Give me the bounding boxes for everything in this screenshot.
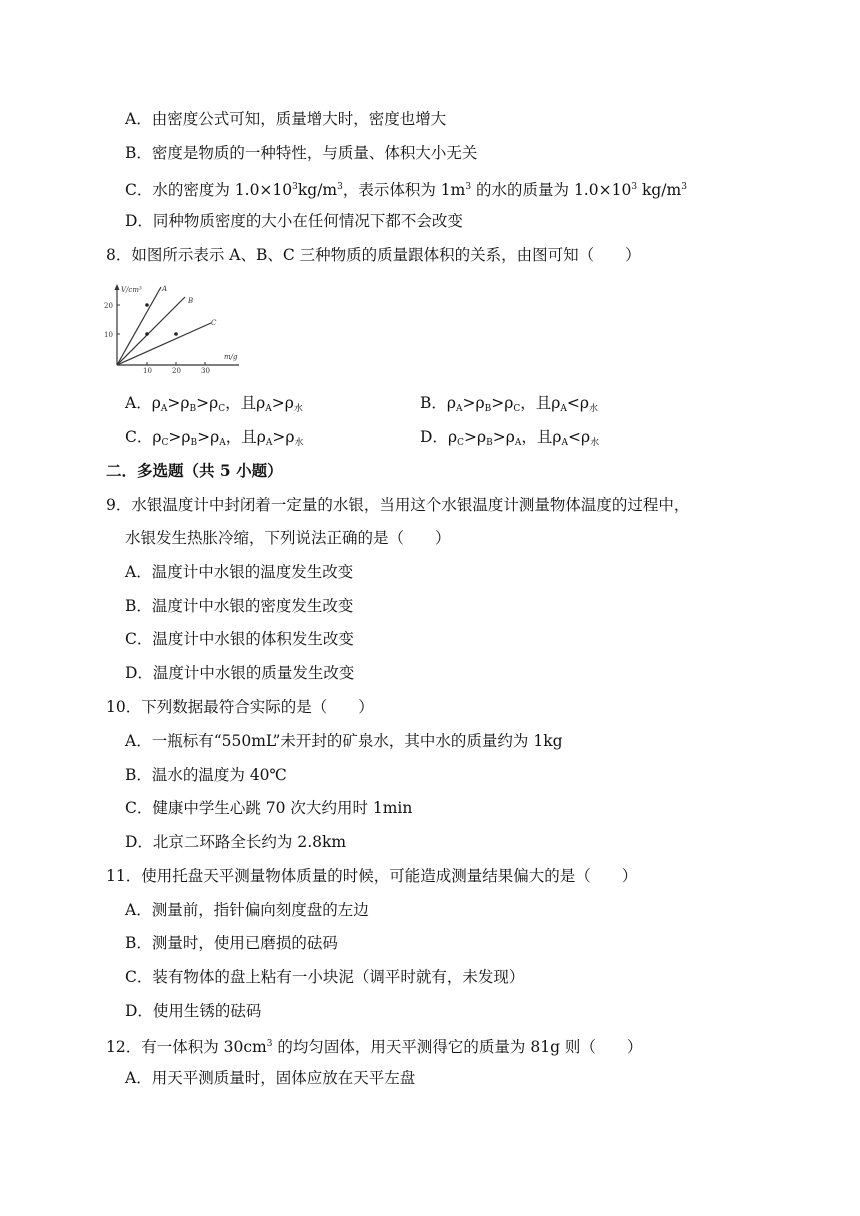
point-b xyxy=(145,332,149,336)
q8-option-a: A．$\rho_A>\rho_B>\rho_C$，且$\rho_A>\rho_水$ xyxy=(125,394,303,414)
x-tick-label: 30 xyxy=(201,367,210,373)
q9-stem-line1: 9．水银温度计中封闭着一定量的水银，当用这个水银温度计测量物体温度的过程中， xyxy=(106,496,690,514)
q11-option-d: D．使用生锈的砝码 xyxy=(125,1002,262,1020)
q12-option-a: A．用天平测质量时，固体应放在天平左盘 xyxy=(125,1069,416,1087)
line-b xyxy=(117,297,185,365)
series-label-b: B xyxy=(188,297,194,305)
q10-stem: 10．下列数据最符合实际的是（ ） xyxy=(106,698,374,716)
x-tick-label: 10 xyxy=(143,367,152,373)
y-tick-label: 20 xyxy=(104,302,113,310)
q11-option-c: C．装有物体的盘上粘有一小块泥（调平时就有，未发现） xyxy=(125,968,525,986)
q8-option-c: C．$\rho_C>\rho_B>\rho_A$，且$\rho_A>\rho_水$ xyxy=(125,428,304,448)
point-c xyxy=(174,332,178,336)
q11-option-b: B．测量时，使用已磨损的砝码 xyxy=(125,934,338,952)
y-axis-arrow xyxy=(115,284,120,290)
line-a xyxy=(117,287,161,365)
q9-stem-line2: 水银发生热胀冷缩，下列说法正确的是（ ） xyxy=(125,529,451,547)
q9-option-a: A．温度计中水银的温度发生改变 xyxy=(125,563,354,581)
series-label-a: A xyxy=(162,285,168,293)
section-heading: 二．多选题（共 5 小题） xyxy=(106,461,283,480)
y-tick-label: 10 xyxy=(104,331,113,339)
q10-option-b: B．温水的温度为 40℃ xyxy=(125,766,287,784)
q10-option-d: D．北京二环路全长约为 2.8km xyxy=(125,833,347,851)
q7-option-a: A．由密度公式可知，质量增大时，密度也增大 xyxy=(125,110,447,128)
q9-option-d: D．温度计中水银的质量发生改变 xyxy=(125,664,355,682)
q8-graph xyxy=(103,283,243,373)
q8-option-b: B．$\rho_A>\rho_B>\rho_C$，且$\rho_A<\rho_水$ xyxy=(420,394,599,414)
q7-option-d: D．同种物质密度的大小在任何情况下都不会改变 xyxy=(125,212,463,230)
q8-stem: 8．如图所示表示 A、B、C 三种物质的质量跟体积的关系，由图可知（ ） xyxy=(106,246,641,264)
point-a xyxy=(145,303,149,307)
x-axis-label: m/g xyxy=(224,353,238,361)
q10-option-c: C．健康中学生心跳 70 次大约用时 1min xyxy=(125,799,413,817)
q9-option-c: C．温度计中水银的体积发生改变 xyxy=(125,630,354,648)
q7-option-c: C．水的密度为 $1.0\times 10^3kg/m^3$，表示体积为 $1m^3$ 的水的质量为 $1.0\times 10^3$ $kg/m^3$ xyxy=(125,181,687,199)
series-label-c: C xyxy=(211,319,217,327)
q9-option-b: B．温度计中水银的密度发生改变 xyxy=(125,597,354,615)
x-tick-label: 20 xyxy=(172,367,181,373)
y-axis-label: V/cm³ xyxy=(121,286,142,294)
q11-option-a: A．测量前，指针偏向刻度盘的左边 xyxy=(125,901,369,919)
line-c xyxy=(117,323,211,365)
q7-option-b: B．密度是物质的一种特性，与质量、体积大小无关 xyxy=(125,144,478,162)
q8-option-d: D．$\rho_C>\rho_B>\rho_A$，且$\rho_A<\rho_水$ xyxy=(420,428,600,448)
q11-stem: 11．使用托盘天平测量物体质量的时候，可能造成测量结果偏大的是（ ） xyxy=(106,867,638,885)
q12-stem: 12．有一体积为 $30cm^3$ 的均匀固体，用天平测得它的质量为 81g 则（ ） xyxy=(106,1038,643,1056)
q10-option-a: A．一瓶标有“550mL”未开封的矿泉水，其中水的质量约为 1kg xyxy=(125,732,563,750)
